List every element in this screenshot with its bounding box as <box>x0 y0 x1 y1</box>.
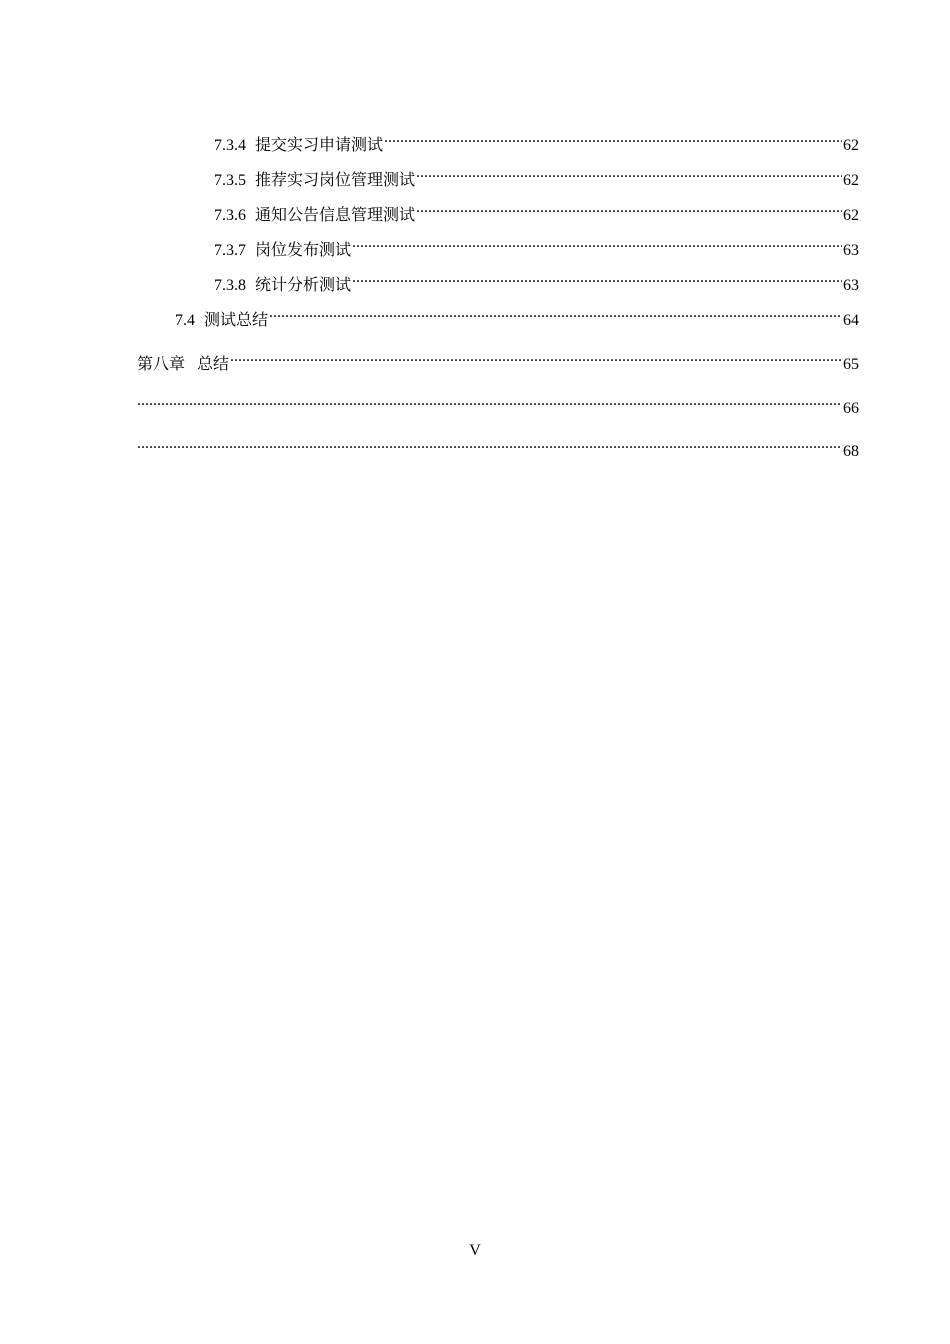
toc-entry-number: 7.3.5 <box>214 172 246 189</box>
toc-entry-page: 64 <box>843 312 859 329</box>
toc-entry-page: 66 <box>843 400 859 417</box>
toc-entry-title: 岗位发布测试 <box>255 242 352 259</box>
toc-entry-page: 62 <box>843 172 859 189</box>
toc-dot-leader <box>416 200 842 220</box>
toc-entry-page: 68 <box>843 443 859 460</box>
toc-entry-title: 总结 <box>197 356 230 373</box>
toc-entry-title: 测试总结 <box>204 312 269 329</box>
toc-dot-leader <box>352 270 842 290</box>
toc-dot-leader <box>230 349 842 369</box>
toc-entry-number: 7.3.7 <box>214 242 246 259</box>
toc-entry[interactable] <box>214 165 859 191</box>
toc-entry-page: 65 <box>843 356 859 373</box>
toc-entry[interactable] <box>137 393 859 419</box>
toc-entry[interactable] <box>137 349 859 375</box>
toc-entry-title: 统计分析测试 <box>255 277 352 294</box>
toc-entry[interactable] <box>137 436 859 462</box>
toc-entry-page: 63 <box>843 277 859 294</box>
toc-dot-leader <box>352 235 842 255</box>
toc-dot-leader <box>384 130 842 150</box>
toc-entry[interactable] <box>175 305 859 331</box>
toc-entry-page: 62 <box>843 137 859 154</box>
toc-entry-title: 推荐实习岗位管理测试 <box>255 172 416 189</box>
toc-entry-page: 63 <box>843 242 859 259</box>
toc-entry-title: 提交实习申请测试 <box>255 137 384 154</box>
toc-entry-number: 7.3.8 <box>214 277 246 294</box>
toc-entry-number: 第八章 <box>137 356 186 373</box>
toc-entry-title: 通知公告信息管理测试 <box>255 207 416 224</box>
page-number: V <box>469 1242 481 1259</box>
toc-entry-number: 7.3.6 <box>214 207 246 224</box>
toc-dot-leader <box>269 305 842 325</box>
toc-entry[interactable] <box>214 270 859 296</box>
toc-entry[interactable] <box>214 130 859 156</box>
toc-dot-leader <box>416 165 842 185</box>
toc-entry[interactable] <box>214 200 859 226</box>
toc-entry-page: 62 <box>843 207 859 224</box>
toc-entry-number: 7.4 <box>175 312 195 329</box>
toc-entry-number: 7.3.4 <box>214 137 246 154</box>
toc-entry[interactable] <box>214 235 859 261</box>
toc-dot-leader <box>137 393 842 413</box>
toc-dot-leader <box>137 436 842 456</box>
